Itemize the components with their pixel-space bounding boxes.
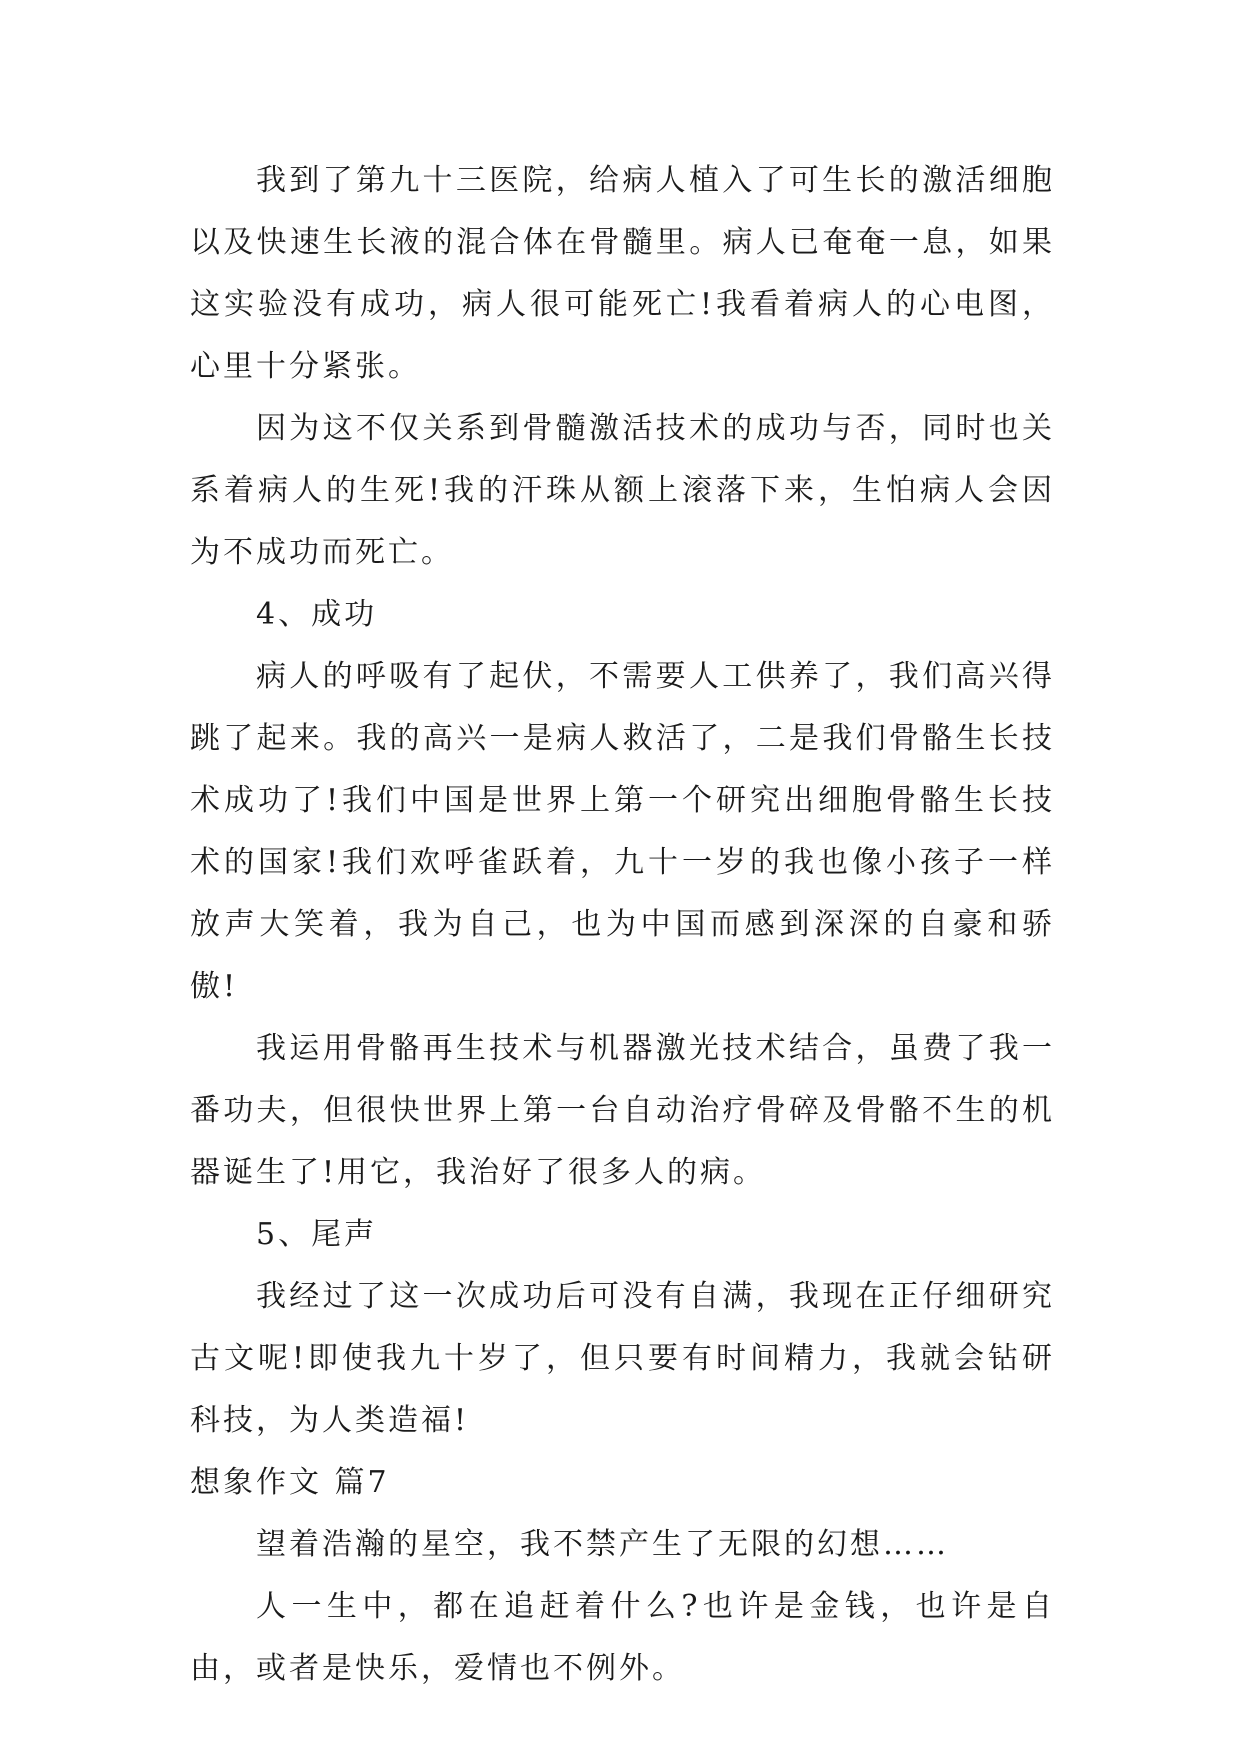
paragraph: 病人的呼吸有了起伏，不需要人工供养了，我们高兴得跳了起来。我的高兴一是病人救活了，二是我们骨骼生长技术成功了!我们中国是世界上第一个研究出细胞骨骼生长技术的国家!我们欢呼雀跃着，九十一岁的我也像小孩子一样放声大笑着，我为自己，也为中国而感到深深的自豪和骄傲! bbox=[190, 659, 1055, 1004]
paragraph: 我到了第九十三医院，给病人植入了可生长的激活细胞以及快速生长液的混合体在骨髓里。病人已奄奄一息，如果这实验没有成功，病人很可能死亡!我看着病人的心电图，心里十分紧张。 bbox=[190, 163, 1055, 384]
paragraph: 我经过了这一次成功后可没有自满，我现在正仔细研究古文呢!即使我九十岁了，但只要有时间精力，我就会钻研科技，为人类造福! bbox=[190, 1279, 1055, 1438]
section-title: 想象作文 篇7 bbox=[190, 1465, 390, 1500]
paragraph: 人一生中，都在追赶着什么?也许是金钱，也许是自由，或者是快乐，爱情也不例外。 bbox=[190, 1589, 1055, 1686]
paragraph: 因为这不仅关系到骨髓激活技术的成功与否，同时也关系着病人的生死!我的汗珠从额上滚落下来，生怕病人会因为不成功而死亡。 bbox=[190, 411, 1055, 570]
subheading: 4、成功 bbox=[256, 597, 378, 632]
subheading: 5、尾声 bbox=[256, 1217, 378, 1252]
paragraph: 望着浩瀚的星空，我不禁产生了无限的幻想…… bbox=[256, 1527, 949, 1562]
document-body bbox=[190, 150, 1055, 1700]
paragraph: 我运用骨骼再生技术与机器激光技术结合，虽费了我一番功夫，但很快世界上第一台自动治疗骨碎及骨骼不生的机器诞生了!用它，我治好了很多人的病。 bbox=[190, 1031, 1055, 1190]
